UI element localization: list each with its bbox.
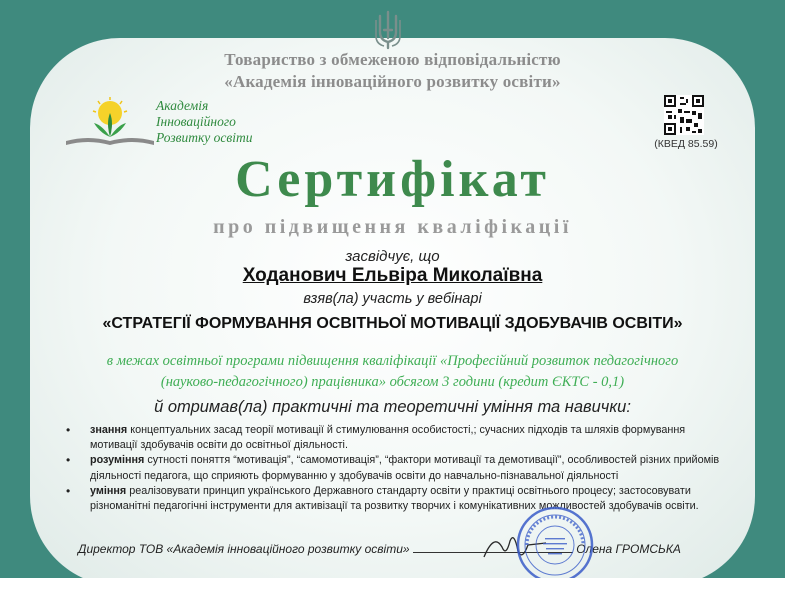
- qr-code-icon: [664, 95, 704, 135]
- logo-text-line-1: Академія: [156, 98, 209, 113]
- trident-emblem-icon: [370, 8, 406, 52]
- recipient-name-text: Ходанович Ельвіра Миколаївна: [242, 265, 543, 286]
- signature-line: [78, 542, 728, 556]
- academy-logo-icon: [62, 97, 158, 149]
- certificate-subtitle: про підвищення кваліфікації: [213, 216, 572, 238]
- certificate-title: Сертифікат: [235, 151, 550, 208]
- program-line-2: (науково-педагогічного) працівника» обсягом 3 години (кредит ЄКТС - 0,1): [160, 374, 625, 390]
- certifies-text: засвідчує, що: [345, 248, 440, 265]
- organization-name-line-2: «Академія інноваційного розвитку освіти»: [224, 72, 561, 91]
- webinar-title: «СТРАТЕГІЇ ФОРМУВАННЯ ОСВІТНЬОЇ МОТИВАЦІЇ ЗДОБУВАЧІВ ОСВІТИ»: [102, 315, 683, 332]
- received-skills-heading: й отримав(ла) практичні та теоретичні уміння та навички:: [154, 398, 631, 416]
- organization-name-line-1: Товариство з обмеженою відповідальністю: [224, 50, 561, 69]
- skill-item-understanding: [60, 453, 725, 483]
- skill-term: знання: [90, 424, 128, 436]
- skills-list: [60, 423, 725, 514]
- kved-code: (КВЕД 85.59): [654, 138, 718, 150]
- recipient-name: [0, 265, 785, 287]
- logo-text-line-3: Розвитку освіти: [156, 130, 253, 145]
- signer-name: Олена ГРОМСЬКА: [576, 542, 681, 556]
- program-description: [70, 351, 715, 393]
- program-line-1: в межах освітньої програми підвищення кваліфікації «Професійний розвиток педагогічного: [106, 353, 679, 369]
- skill-item-knowledge: [60, 423, 725, 453]
- skill-term: уміння: [90, 484, 127, 497]
- academy-logo-text: [156, 98, 253, 146]
- participation-text: взяв(ла) участь у вебінарі: [303, 291, 482, 307]
- page-bottom-margin: [0, 578, 785, 597]
- skill-term: розуміння: [90, 454, 145, 467]
- skill-text: реалізовувати принцип українського Державного стандарту освіти у практиці освітнього процесу; застосовувати різноманітні педагогічні інструменти для активізації та розвитку творчих і комунікативних можливостей здобувачів освіти.: [90, 484, 699, 513]
- director-title: Директор ТОВ «Академія інноваційного розвитку освіти»: [78, 542, 410, 556]
- skill-text: концептуальних засад теорії мотивації й стимулювання особистості,; сучасних підходів та шляхів формування мотивації здобувачів освіти до освітньої діяльності.: [90, 424, 686, 452]
- logo-text-line-2: Інноваційного: [156, 114, 236, 129]
- official-stamp-icon: [515, 505, 595, 585]
- skill-text: сутності поняття “мотивація”, “самомотивація”, “фактори мотивації та демотивації”, особливостей різних прийомів діяльності педагога, що сприяють формуванню у здобувачів освіти до навчально-пізнавальної діяльності: [90, 454, 720, 482]
- skill-item-abilities: [60, 484, 725, 514]
